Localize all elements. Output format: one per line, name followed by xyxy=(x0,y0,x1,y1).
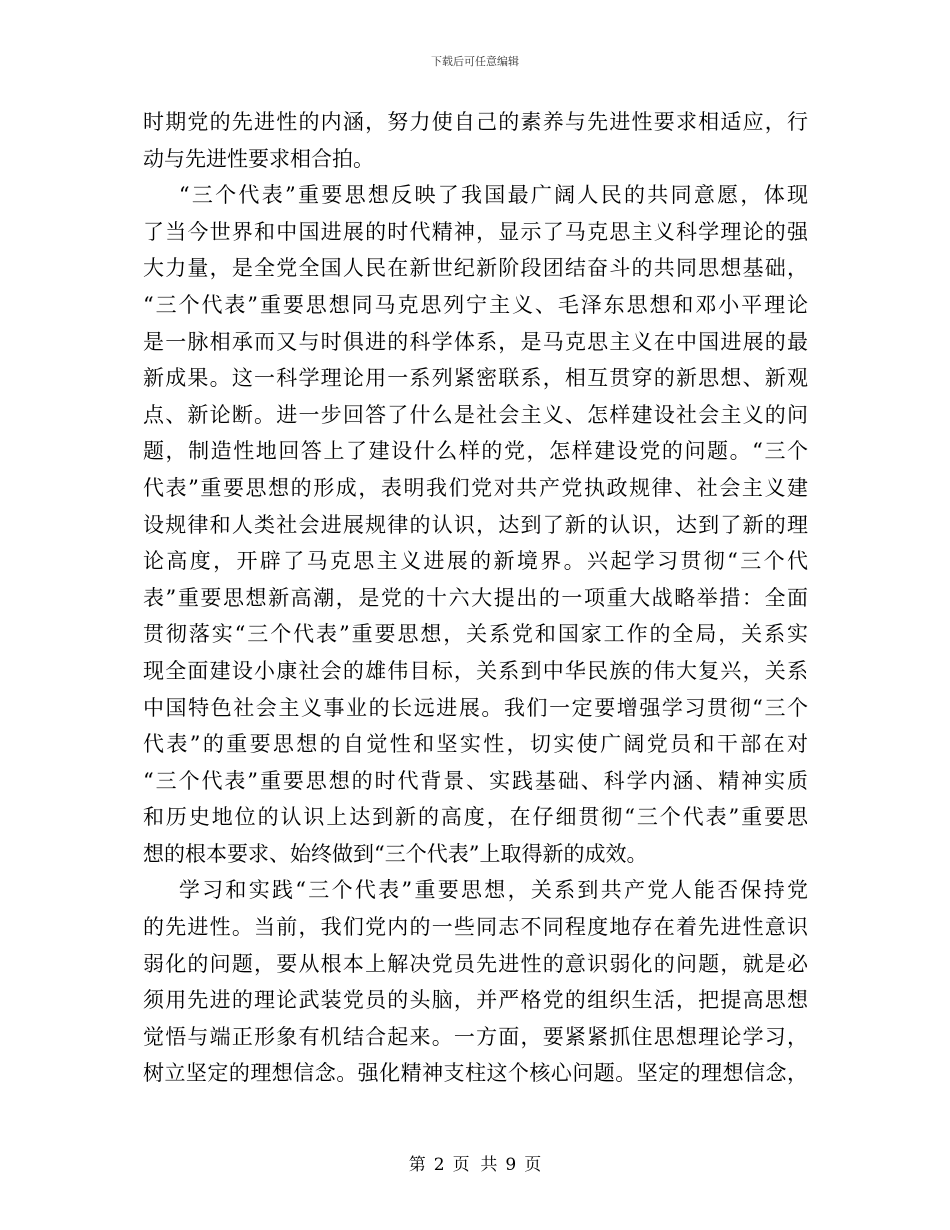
text-line: 新成果。这一科学理论用一系列紧密联系，相互贯穿的新思想、新观 xyxy=(143,366,808,391)
footer-suffix: 页 xyxy=(524,1155,542,1175)
footer-prefix: 第 xyxy=(408,1155,426,1175)
text-line: 现全面建设小康社会的雄伟目标，关系到中华民族的伟大复兴，关系 xyxy=(143,658,808,683)
text-line: 贯彻落实“三个代表”重要思想，关系党和国家工作的全局，关系实 xyxy=(143,622,808,647)
page-number: 2 xyxy=(433,1155,445,1175)
text-line: 学习和实践“三个代表”重要思想，关系到共产党人能否保持党 xyxy=(143,878,808,903)
text-line: 弱化的问题，要从根本上解决党员先进性的意识弱化的问题，就是必 xyxy=(143,951,808,976)
text-line: 论高度，开辟了马克思主义进展的新境界。兴起学习贯彻“三个代 xyxy=(143,549,808,574)
page-footer xyxy=(0,1150,950,1175)
footer-middle: 页 共 xyxy=(452,1155,498,1175)
document-body xyxy=(143,104,808,1092)
text-line: 和历史地位的认识上达到新的高度，在仔细贯彻“三个代表”重要思 xyxy=(143,805,808,830)
text-line: 设规律和人类社会进展规律的认识，达到了新的认识，达到了新的理 xyxy=(143,512,808,537)
text-line: 觉悟与端正形象有机结合起来。一方面，要紧紧抓住思想理论学习， xyxy=(143,1024,808,1049)
text-line: 表”重要思想新高潮，是党的十六大提出的一项重大战略举措：全面 xyxy=(143,585,808,610)
text-line: 了当今世界和中国进展的时代精神，显示了马克思主义科学理论的强 xyxy=(143,219,808,244)
text-line: 代表”重要思想的形成，表明我们党对共产党执政规律、社会主义建 xyxy=(143,475,808,500)
text-line: 大力量，是全党全国人民在新世纪新阶段团结奋斗的共同思想基础， xyxy=(143,256,808,281)
text-line: 中国特色社会主义事业的长远进展。我们一定要增强学习贯彻“三个 xyxy=(143,695,808,720)
text-line: “三个代表”重要思想反映了我国最广阔人民的共同意愿，体现 xyxy=(143,183,808,208)
text-line: 须用先进的理论武装党员的头脑，并严格党的组织生活，把提高思想 xyxy=(143,988,808,1013)
text-line: 树立坚定的理想信念。强化精神支柱这个核心问题。坚定的理想信念， xyxy=(143,1061,808,1086)
page-total: 9 xyxy=(505,1155,517,1175)
text-line: 是一脉相承而又与时俱进的科学体系，是马克思主义在中国进展的最 xyxy=(143,329,808,354)
page-header: 下载后可任意编辑 xyxy=(431,55,519,68)
text-line: 想的根本要求、始终做到“三个代表”上取得新的成效。 xyxy=(143,841,648,866)
text-line: “三个代表”重要思想的时代背景、实践基础、科学内涵、精神实质 xyxy=(143,768,808,793)
text-line: “三个代表”重要思想同马克思列宁主义、毛泽东思想和邓小平理论 xyxy=(143,292,808,317)
text-line: 题，制造性地回答上了建设什么样的党，怎样建设党的问题。“三个 xyxy=(143,439,808,464)
text-line: 点、新论断。进一步回答了什么是社会主义、怎样建设社会主义的问 xyxy=(143,402,808,427)
text-line: 动与先进性要求相合拍。 xyxy=(143,146,374,171)
text-line: 代表”的重要思想的自觉性和坚实性，切实使广阔党员和干部在对 xyxy=(143,732,808,757)
text-line: 的先进性。当前，我们党内的一些同志不同程度地存在着先进性意识 xyxy=(143,915,808,940)
text-line: 时期党的先进性的内涵，努力使自己的素养与先进性要求相适应，行 xyxy=(143,110,808,134)
